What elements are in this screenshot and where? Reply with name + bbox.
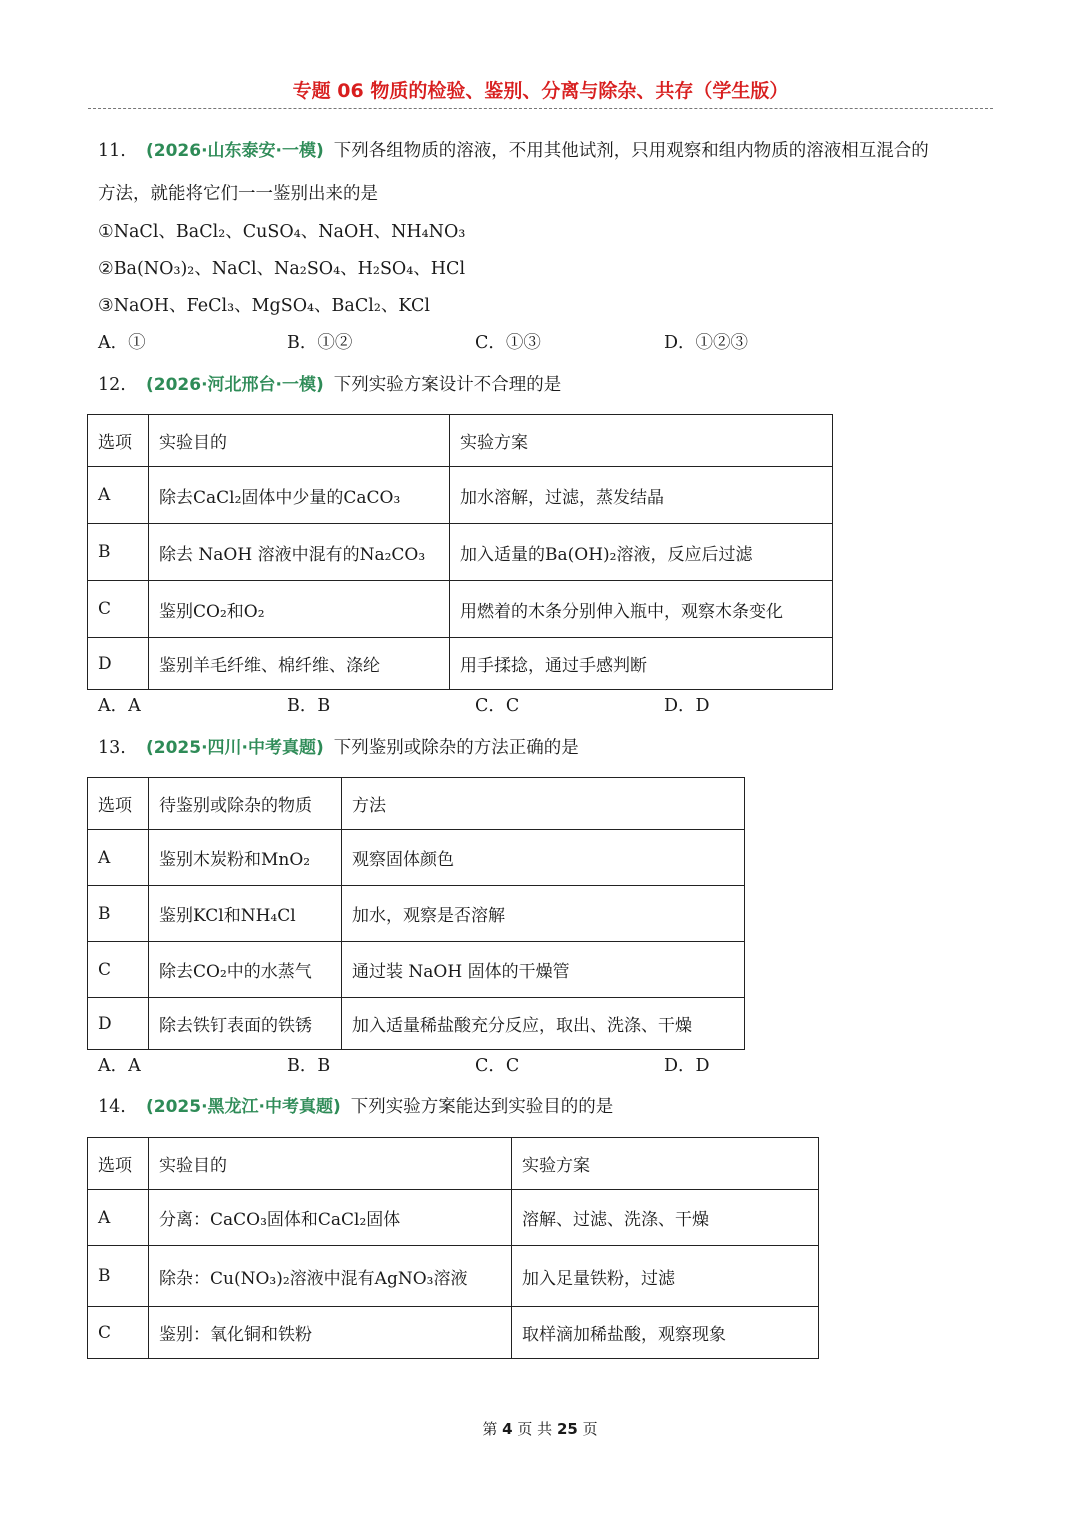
- q13-option-d: D．D: [664, 1056, 710, 1076]
- header-cell: 选项: [88, 1138, 149, 1190]
- row-purpose: 除去CaCl₂固体中少量的CaCO₃: [149, 467, 450, 524]
- q11-stem: 下列各组物质的溶液，不用其他试剂，只用观察和组内物质的溶液相互混合的: [333, 141, 929, 161]
- footer-prefix: 第: [482, 1420, 498, 1438]
- q12-number: 12.: [98, 375, 126, 395]
- table-row: [88, 467, 833, 524]
- row-purpose: 鉴别：氧化铜和铁粉: [149, 1307, 512, 1359]
- page-footer: [0, 1418, 1080, 1439]
- header-cell: 待鉴别或除杂的物质: [149, 778, 342, 830]
- q13-option-a: A．A: [98, 1056, 141, 1076]
- row-plan: 加入适量的Ba(OH)₂溶液，反应后过滤: [450, 524, 833, 581]
- q14-stem-line: [98, 1092, 613, 1118]
- row-method: 通过装 NaOH 固体的干燥管: [342, 942, 745, 998]
- q13-option-c: C．C: [475, 1056, 520, 1076]
- row-option: B: [88, 886, 149, 942]
- row-plan: 用手揉捻，通过手感判断: [450, 638, 833, 690]
- table-row: [88, 524, 833, 581]
- document-title: 专题 06 物质的检验、鉴别、分离与除杂、共存（学生版）: [292, 80, 789, 102]
- q11-number: 11.: [98, 141, 126, 161]
- table-row: [88, 998, 745, 1050]
- row-option: B: [88, 524, 149, 581]
- table-header-row: [88, 1138, 819, 1190]
- header-cell: 实验方案: [512, 1138, 819, 1190]
- q14-table: [87, 1137, 819, 1359]
- row-purpose: 除去 NaOH 溶液中混有的Na₂CO₃: [149, 524, 450, 581]
- row-substance: 鉴别KCl和NH₄Cl: [149, 886, 342, 942]
- q13-number: 13.: [98, 738, 126, 758]
- q12-option-c: C．C: [475, 696, 520, 716]
- header-cell: 实验目的: [149, 1138, 512, 1190]
- row-plan: 取样滴加稀盐酸，观察现象: [512, 1307, 819, 1359]
- header-cell: 选项: [88, 415, 149, 467]
- row-option: C: [88, 581, 149, 638]
- row-option: A: [88, 467, 149, 524]
- q11-stem-line: [98, 136, 929, 162]
- q11-source: (2026·山东泰安·一模): [146, 141, 324, 161]
- q12-options: [98, 692, 818, 716]
- row-method: 加水，观察是否溶解: [342, 886, 745, 942]
- q13-stem-line: [98, 733, 579, 759]
- table-row: [88, 886, 745, 942]
- q12-option-a: A．A: [98, 696, 141, 716]
- q14-source: (2025·黑龙江·中考真题): [146, 1097, 341, 1117]
- table-row: [88, 1190, 819, 1246]
- q14-stem: 下列实验方案能达到实验目的的是: [350, 1097, 614, 1117]
- total-page-count: 25: [556, 1420, 578, 1438]
- row-plan: 加入足量铁粉，过滤: [512, 1246, 819, 1307]
- row-substance: 鉴别木炭粉和MnO₂: [149, 830, 342, 886]
- q13-table: [87, 777, 745, 1050]
- footer-mid: 页 共: [517, 1420, 553, 1438]
- header-cell: 选项: [88, 778, 149, 830]
- q14-number: 14.: [98, 1097, 126, 1117]
- header-cell: 实验方案: [450, 415, 833, 467]
- q13-source: (2025·四川·中考真题): [146, 738, 324, 758]
- row-option: A: [88, 1190, 149, 1246]
- row-substance: 除去CO₂中的水蒸气: [149, 942, 342, 998]
- q11-option-c: C．①③: [475, 333, 541, 353]
- row-method: 加入适量稀盐酸充分反应，取出、洗涤、干燥: [342, 998, 745, 1050]
- table-row: [88, 830, 745, 886]
- q11-options: [98, 329, 818, 353]
- q13-option-b: B．B: [287, 1056, 331, 1076]
- q11-stem-line-2: 方法，就能将它们一一鉴别出来的是: [98, 184, 378, 204]
- q12-option-d: D．D: [664, 696, 710, 716]
- row-option: C: [88, 942, 149, 998]
- q11-option-a: A．①: [98, 333, 146, 353]
- row-method: 观察固体颜色: [342, 830, 745, 886]
- row-purpose: 分离：CaCO₃固体和CaCl₂固体: [149, 1190, 512, 1246]
- q12-stem-line: [98, 370, 561, 396]
- row-substance: 除去铁钉表面的铁锈: [149, 998, 342, 1050]
- table-row: [88, 942, 745, 998]
- row-purpose: 鉴别羊毛纤维、棉纤维、涤纶: [149, 638, 450, 690]
- row-option: D: [88, 638, 149, 690]
- row-plan: 用燃着的木条分别伸入瓶中，观察木条变化: [450, 581, 833, 638]
- row-purpose: 除杂：Cu(NO₃)₂溶液中混有AgNO₃溶液: [149, 1246, 512, 1307]
- header-cell: 方法: [342, 778, 745, 830]
- q11-option-b: B．①②: [287, 333, 353, 353]
- page-header: [88, 76, 993, 109]
- q12-option-b: B．B: [287, 696, 331, 716]
- q11-item-1: ①NaCl、BaCl₂、CuSO₄、NaOH、NH₄NO₃: [98, 222, 466, 242]
- q12-stem: 下列实验方案设计不合理的是: [333, 375, 562, 395]
- row-option: D: [88, 998, 149, 1050]
- current-page-number: 4: [502, 1420, 513, 1438]
- row-option: A: [88, 830, 149, 886]
- row-option: C: [88, 1307, 149, 1359]
- q13-options: [98, 1052, 818, 1076]
- q11-option-d: D．①②③: [664, 333, 749, 353]
- q12-source: (2026·河北邢台·一模): [146, 375, 324, 395]
- row-purpose: 鉴别CO₂和O₂: [149, 581, 450, 638]
- table-header-row: [88, 778, 745, 830]
- row-plan: 溶解、过滤、洗涤、干燥: [512, 1190, 819, 1246]
- table-row: [88, 638, 833, 690]
- table-row: [88, 1307, 819, 1359]
- footer-suffix: 页: [582, 1420, 598, 1438]
- q11-item-3: ③NaOH、FeCl₃、MgSO₄、BaCl₂、KCl: [98, 296, 430, 316]
- row-plan: 加水溶解，过滤，蒸发结晶: [450, 467, 833, 524]
- q11-item-2: ②Ba(NO₃)₂、NaCl、Na₂SO₄、H₂SO₄、HCl: [98, 259, 466, 279]
- table-header-row: [88, 415, 833, 467]
- q12-table: [87, 414, 833, 690]
- header-cell: 实验目的: [149, 415, 450, 467]
- table-row: [88, 1246, 819, 1307]
- table-row: [88, 581, 833, 638]
- row-option: B: [88, 1246, 149, 1307]
- q13-stem: 下列鉴别或除杂的方法正确的是: [333, 738, 579, 758]
